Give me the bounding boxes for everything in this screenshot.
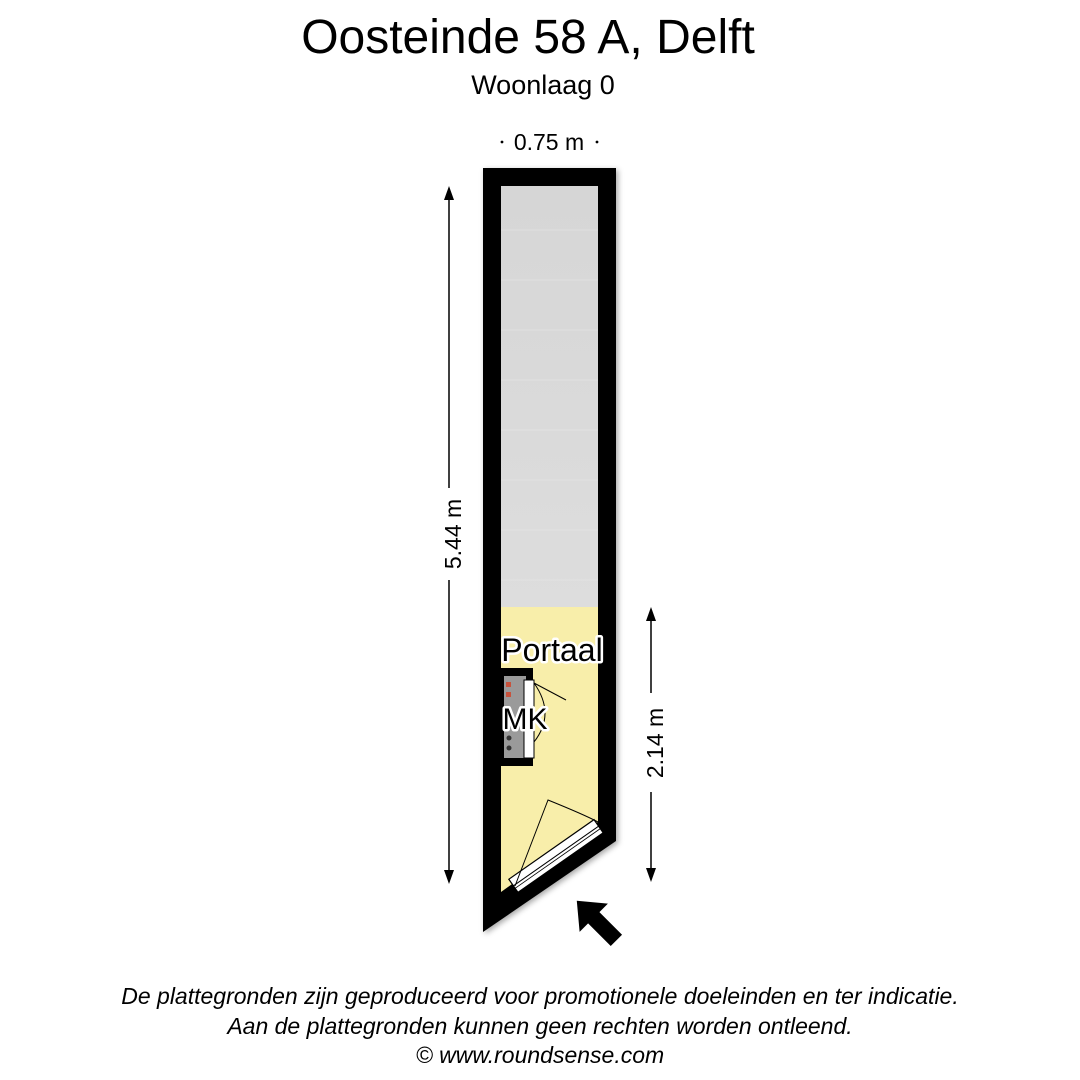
portaal-length-dimension	[642, 607, 668, 882]
meter-red-marker	[506, 682, 511, 687]
floor-label: Woonlaag 0	[471, 70, 615, 100]
portaal-length-dimension-label: 2.14 m	[642, 707, 668, 779]
length-dimension-label: 5.44 m	[440, 498, 466, 570]
meter-dot	[507, 746, 512, 751]
entrance-arrow-icon	[563, 887, 631, 955]
length-dimension	[440, 186, 466, 884]
disclaimer-line-1: De plattegronden zijn geproduceerd voor promotionele doeleinden en ter indicatie.	[121, 983, 959, 1009]
room-label-portaal: Portaal	[501, 632, 603, 668]
disclaimer-line-2: Aan de plattegronden kunnen geen rechten worden ontleend.	[227, 1013, 853, 1039]
meter-red-marker	[506, 692, 511, 697]
room-label-mk: MK	[502, 703, 548, 736]
copyright-link[interactable]: © www.roundsense.com	[415, 1042, 665, 1068]
void-area	[501, 186, 598, 607]
page-title: Oosteinde 58 A, Delft	[301, 11, 755, 64]
width-dimension-label: 0.75 m	[513, 129, 585, 155]
width-dimension	[501, 129, 599, 155]
meter-dot	[507, 736, 512, 741]
